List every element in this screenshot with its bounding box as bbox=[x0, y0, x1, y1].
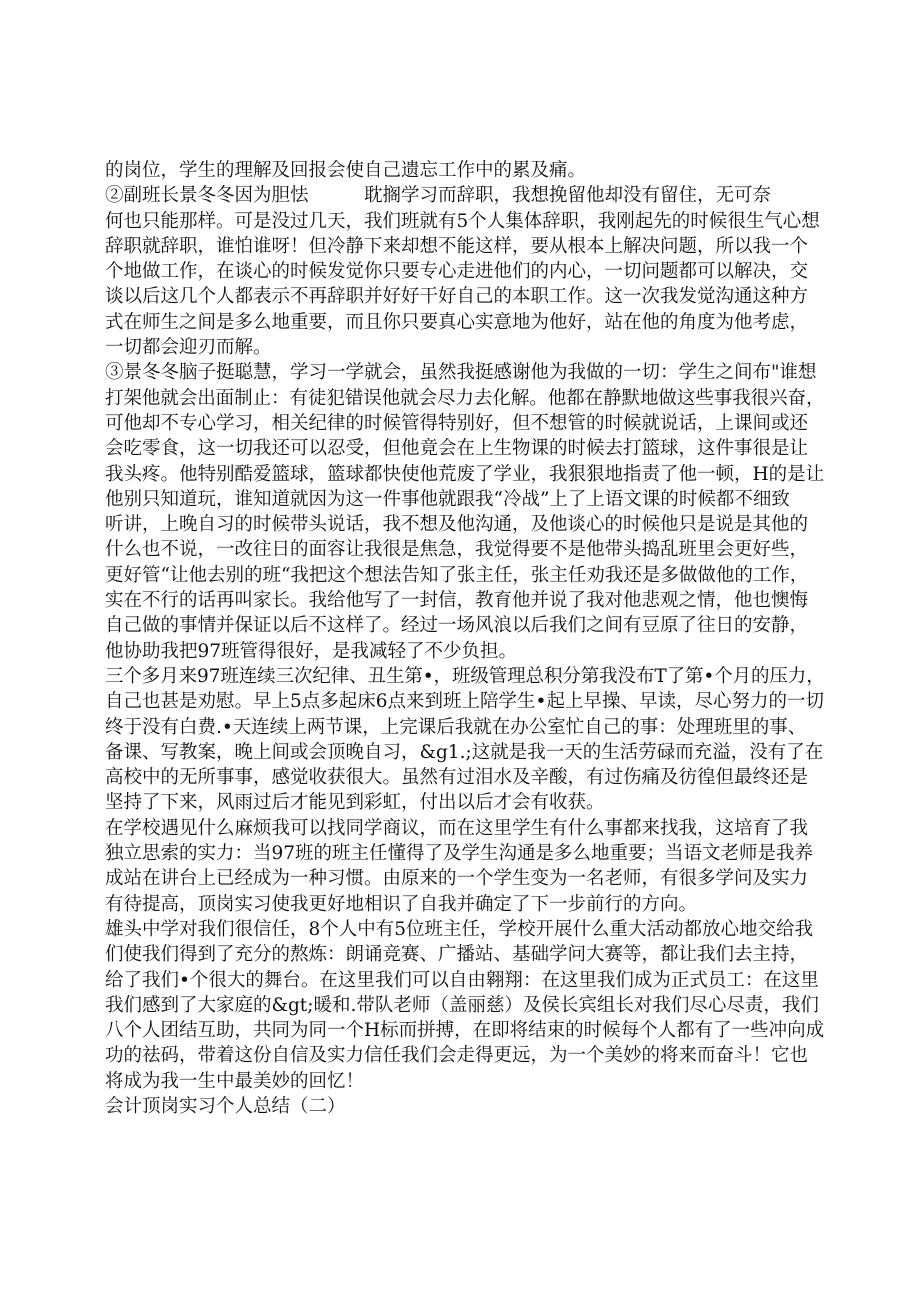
text-line: 高校中的无所事事，感觉收获很大。虽然有过泪水及辛酸，有过伤痛及彷徨但最终还是 bbox=[105, 767, 809, 789]
text-line: 自己做的事情并保证以后不这样了。经过一场风浪以后我们之间有豆原了往日的安静， bbox=[105, 615, 809, 637]
document-body bbox=[105, 158, 825, 1119]
text-line: 何也只能那样。可是没过几天，我们班就有5个人集体辞职，我刚起先的时候很生气心想 bbox=[105, 210, 820, 232]
text-line: 谈以后这几个人都表示不再辞职并好好干好自己的本职工作。这一次我发觉沟通这种方 bbox=[105, 286, 809, 308]
text-line: 辞职就辞职，谁怕谁呀！但冷静下来却想不能这样，要从根本上解决问题，所以我一个 bbox=[105, 235, 809, 257]
text-line: 将成为我一生中最美妙的回忆！ bbox=[105, 1070, 365, 1092]
text-line: 成站在讲台上已经成为一种习惯。由原来的一个学生变为一名老师，有很多学问及实力 bbox=[105, 868, 809, 890]
text-line: 式在师生之间是多么地重要，而且你只要真心实意地为他好，站在他的角度为他考虑， bbox=[105, 311, 809, 333]
text-line: 有待提高，顶岗实习使我更好地相识了自我并确定了下一步前行的方向。 bbox=[105, 893, 698, 915]
text-line: 什么也不说，一改往日的面容让我很是焦急，我觉得要不是他带头捣乱班里会更好些， bbox=[105, 539, 809, 561]
text-line: 可他却不专心学习，相关纪律的时候管得特别好，但不想管的时候就说话，上课间或还 bbox=[105, 412, 809, 434]
text-line: 给了我们•个很大的舞台。在这里我们可以自由翱翔：在这里我们成为正式员工：在这里 bbox=[105, 969, 819, 991]
text-line: 实在不行的话再叫家长。我给他写了一封信，教育他并说了我对他悲观之情，他也懊悔 bbox=[105, 590, 809, 612]
text-line: 个地做工作，在谈心的时候发觉你只要专心走进他们的内心，一切问题都可以解决，交 bbox=[105, 261, 809, 283]
text-line: 我们感到了大家庭的&gt;暖和.带队老师（盖丽慈）及侯长宾组长对我们尽心尽责，我们 bbox=[105, 994, 819, 1016]
text-line: 打架他就会出面制止：有徒犯错误他就会尽力去化解。他都在静默地做这些事我很兴奋， bbox=[105, 387, 825, 409]
text-line: 我头疼。他特别酷爱篮球，篮球都快使他荒废了学业，我狠狠地指责了他一顿，H的是让 bbox=[105, 463, 825, 485]
text-line: 的岗位，学生的理解及回报会使自己遗忘工作中的累及痛。 bbox=[105, 160, 587, 181]
text-line: 功的祛码，带着这份自信及实力信任我们会走得更远，为一个美妙的将来而奋斗！它也 bbox=[105, 1045, 809, 1067]
text-line: 会计顶岗实习个人总结（二） bbox=[105, 1095, 346, 1117]
text-line: 听讲，上晚自习的时候带头说话，我不想及他沟通，及他谈心的时候他只是说是其他的 bbox=[105, 514, 809, 536]
text-line: 在学校遇见什么麻烦我可以找同学商议，而在这里学生有什么事都来找我，这培育了我 bbox=[105, 817, 809, 839]
text-line: 自己也甚是劝慰。早上5点多起床6点来到班上陪学生•起上早操、早读，尽心努力的一切 bbox=[105, 691, 824, 713]
text-line: 一切都会迎刃而解。 bbox=[105, 337, 272, 359]
text-line: ②副班长景冬冬因为胆怯 耽搁学习而辞职，我想挽留他却没有留住，无可奈 bbox=[105, 185, 772, 207]
text-line: 独立思索的实力：当97班的班主任懂得了及学生沟通是多么地重要；当语文老师是我养 bbox=[105, 843, 814, 865]
text-line: 们使我们得到了充分的熬炼：朗诵竞赛、广播站、基础学问大赛等，都让我们去主持， bbox=[105, 944, 809, 966]
text-line: 他别只知道玩，谁知道就因为这一件事他就跟我“冷战”上了上语文课的时候都不细致 bbox=[105, 488, 790, 510]
text-line: 会吃零食，这一切我还可以忍受，但他竟会在上生物课的时候去打篮球，这件事很是让 bbox=[105, 438, 809, 460]
text-line: 他协助我把97班管得很好，是我减轻了不少负担。 bbox=[105, 640, 518, 662]
text-line: ③景冬冬脑子挺聪慧，学习一学就会，虽然我挺感谢他为我做的一切：学生之间布"谁想 bbox=[105, 362, 817, 384]
text-line: 更好管“让他去别的班“我把这个想法告知了张主任，张主任劝我还是多做做他的工作， bbox=[105, 564, 809, 586]
text-line: 终于没有白费.•天连续上两节课，上完课后我就在办公室忙自己的事：处理班里的事、 bbox=[105, 716, 807, 738]
text-line: 三个多月来97班连续三次纪律、丑生第•，班级管理总积分第我没布T了第•个月的压力， bbox=[105, 665, 825, 687]
text-line: 八个人团结互助，共同为同一个H标而拼搏，在即将结束的时候每个人都有了一些冲向成 bbox=[105, 1020, 825, 1042]
text-line: 备课、写教案，晚上间或会顶晚自习，&g1.;这就是我一天的生活劳碌而充溢，没有了在 bbox=[105, 741, 824, 763]
text-line: 雄头中学对我们很信任，8个人中有5位班主任，学校开展什么重大活动都放心地交给我 bbox=[105, 918, 814, 940]
text-line: 坚持了下来，风雨过后才能见到彩虹，付出以后才会有收获。 bbox=[105, 792, 605, 814]
